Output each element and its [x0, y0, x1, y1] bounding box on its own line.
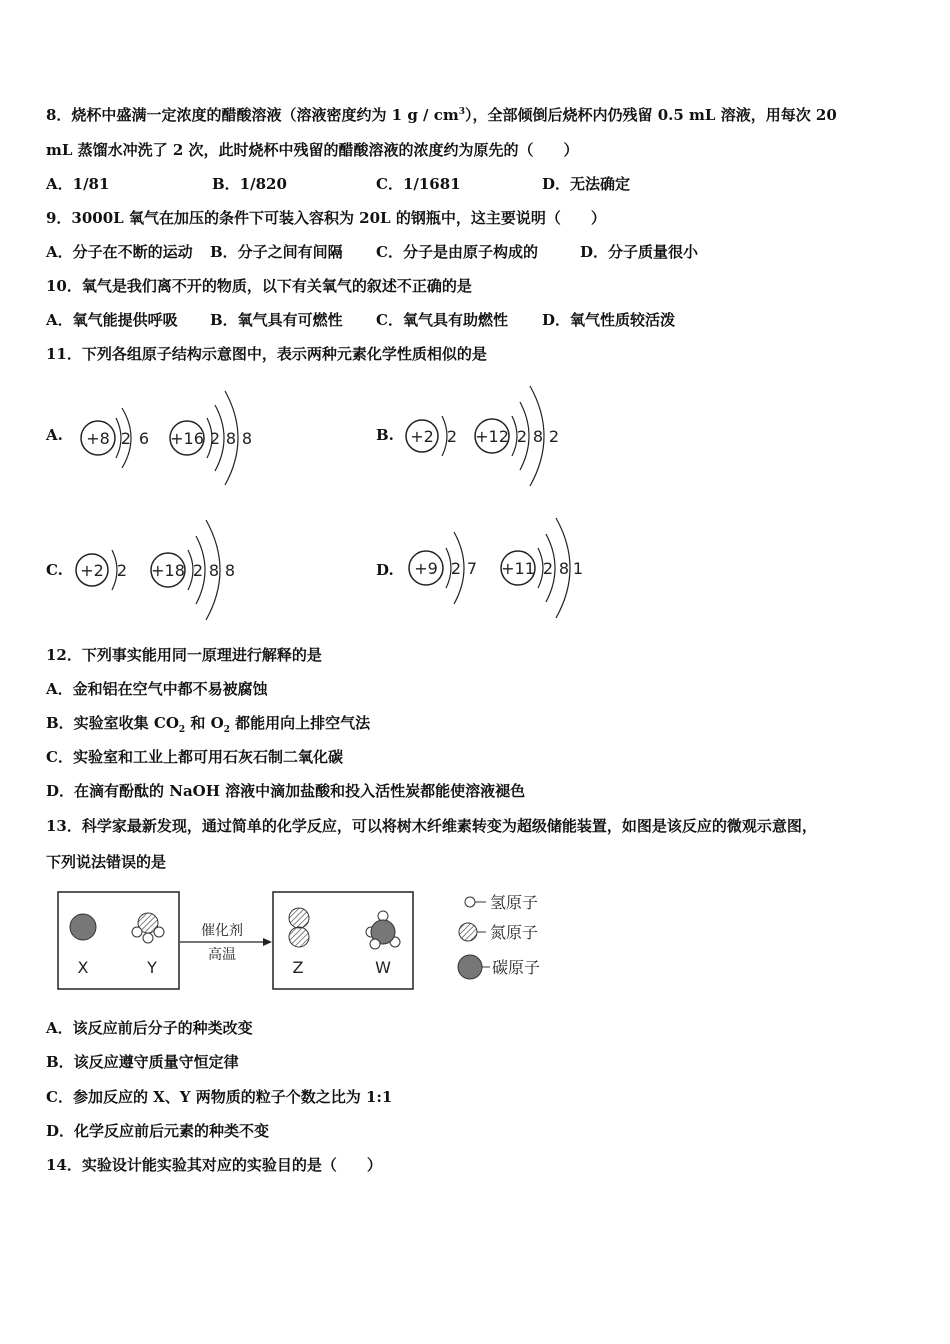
q8-option-a: A．1/81: [46, 175, 110, 193]
nucleus-charge: +8: [86, 429, 110, 448]
q12-option-c: C．实验室和工业上都可用石灰石制二氧化碳: [46, 748, 343, 766]
q9-option-d: D．分子质量很小: [580, 243, 699, 261]
shell-electrons: 8: [532, 427, 544, 446]
q10-option-d: D．氧气性质较活泼: [542, 311, 676, 329]
nucleus-charge: +2: [80, 561, 104, 580]
q8-stem-line1: 8．烧杯中盛满一定浓度的醋酸溶液（溶液密度约为 1 g / $cm^3$），全部倾倒后烧杯内仍残留 0.5 mL 溶液，用每次 20: [46, 106, 837, 124]
shell-electrons: 2: [192, 561, 204, 580]
q9-option-a: A．分子在不断的运动: [46, 243, 193, 261]
label-w: W: [375, 958, 391, 977]
nucleus-charge: +18: [151, 561, 185, 580]
label-x: X: [77, 958, 89, 977]
legend-nitrogen-icon: [459, 923, 477, 941]
q12-option-d: D．在滴有酚酞的 NaOH 溶液中滴加盐酸和投入活性炭都能使溶液褪色: [46, 782, 526, 800]
atom-diagram-c2: [146, 512, 246, 627]
shell-electrons: 2: [542, 559, 554, 578]
shell-electrons: 8: [558, 559, 570, 578]
legend-hydrogen-label: 氢原子: [490, 893, 539, 912]
q8-option-c: C．1/1681: [376, 175, 461, 193]
q14-stem: 14．实验设计能实验其对应的实验目的是（ ）: [46, 1156, 382, 1174]
q10-option-b: B．氧气具有可燃性: [210, 311, 343, 329]
nucleus-charge: +11: [501, 559, 535, 578]
q13-stem-line1: 13．科学家最新发现，通过简单的化学反应，可以将树木纤维素转变为超级储能装置，如图是该反应的微观示意图，: [46, 817, 817, 835]
shell-electrons: 8: [224, 561, 236, 580]
carbon-atom: [70, 914, 96, 940]
nitrogen-atom: [289, 908, 309, 928]
q8-option-d: D．无法确定: [542, 175, 631, 193]
catalyst-label: 催化剂: [201, 923, 243, 939]
q13-option-b: B．该反应遵守质量守恒定律: [46, 1053, 239, 1071]
q11-label-b: B.: [376, 426, 394, 444]
q9-option-b: B．分子之间有间隔: [210, 243, 343, 261]
shell-electrons: 2: [120, 429, 132, 448]
shell-electrons: 8: [241, 429, 253, 448]
q9-stem: 9．3000L 氧气在加压的条件下可装入容积为 20L 的钢瓶中，这主要说明（ ）: [46, 209, 606, 227]
legend-nitrogen-label: 氮原子: [490, 923, 539, 942]
condition-label: 高温: [208, 947, 236, 963]
shell-electrons: 8: [225, 429, 237, 448]
q12-stem: 12．下列事实能用同一原理进行解释的是: [46, 646, 322, 664]
q13-option-a: A．该反应前后分子的种类改变: [46, 1019, 253, 1037]
legend-carbon-icon: [458, 955, 482, 979]
shell-electrons: 2: [516, 427, 528, 446]
legend-carbon-label: 碳原子: [492, 958, 541, 977]
q12-option-b: B．实验室收集 $CO_2$ 和 $O_2$ 都能用向上排空气法: [46, 714, 371, 735]
shell-electrons: 2: [209, 429, 221, 448]
q11-label-a: A.: [46, 426, 63, 444]
nucleus-charge: +12: [475, 427, 509, 446]
atom-diagram-b1: [402, 398, 472, 478]
q13-option-c: C．参加反应的 X、Y 两物质的粒子个数之比为 1:1: [46, 1088, 393, 1106]
reaction-diagram: [56, 885, 556, 995]
shell-electrons: 2: [450, 559, 462, 578]
hydrogen-atom: [370, 939, 380, 949]
hydrogen-atom: [143, 933, 153, 943]
arrow-head: [263, 938, 272, 946]
hydrogen-atom: [154, 927, 164, 937]
nucleus-charge: +9: [414, 559, 438, 578]
q8-option-b: B．1/820: [212, 175, 287, 193]
shell-electrons: 2: [548, 427, 560, 446]
q11-stem: 11．下列各组原子结构示意图中，表示两种元素化学性质相似的是: [46, 345, 487, 363]
nucleus-charge: +16: [170, 429, 204, 448]
shell-electrons: 6: [138, 429, 150, 448]
label-y: Y: [147, 958, 157, 977]
legend-hydrogen-icon: [465, 897, 475, 907]
atom-diagram-b2: [470, 378, 570, 493]
hydrogen-atom: [132, 927, 142, 937]
atom-diagram-a1: [78, 400, 168, 480]
q13-option-d: D．化学反应前后元素的种类不变: [46, 1122, 270, 1140]
nucleus-charge: +2: [410, 427, 434, 446]
atom-diagram-d1: [406, 522, 496, 617]
label-z: Z: [292, 958, 304, 977]
q10-stem: 10．氧气是我们离不开的物质，以下有关氧气的叙述不正确的是: [46, 277, 472, 295]
q12-option-a: A．金和铝在空气中都不易被腐蚀: [46, 680, 268, 698]
q9-option-c: C．分子是由原子构成的: [376, 243, 538, 261]
shell-electrons: 2: [116, 561, 128, 580]
shell-electrons: 8: [208, 561, 220, 580]
q11-label-c: C.: [46, 561, 63, 579]
q10-option-c: C．氧气具有助燃性: [376, 311, 508, 329]
atom-diagram-c1: [72, 532, 142, 612]
reactants-box: [58, 892, 179, 989]
shell-electrons: 1: [572, 559, 584, 578]
q13-stem-line2: 下列说法错误的是: [46, 853, 167, 871]
q10-option-a: A．氧气能提供呼吸: [46, 311, 178, 329]
shell-electrons: 2: [446, 427, 458, 446]
q11-label-d: D.: [376, 561, 394, 579]
q8-stem-line2: mL 蒸馏水冲洗了 2 次，此时烧杯中残留的醋酸溶液的浓度约为原先的（ ）: [46, 141, 579, 159]
shell-electrons: 7: [466, 559, 478, 578]
atom-diagram-a2: [165, 385, 265, 495]
atom-diagram-d2: [496, 510, 596, 625]
nitrogen-atom: [289, 927, 309, 947]
